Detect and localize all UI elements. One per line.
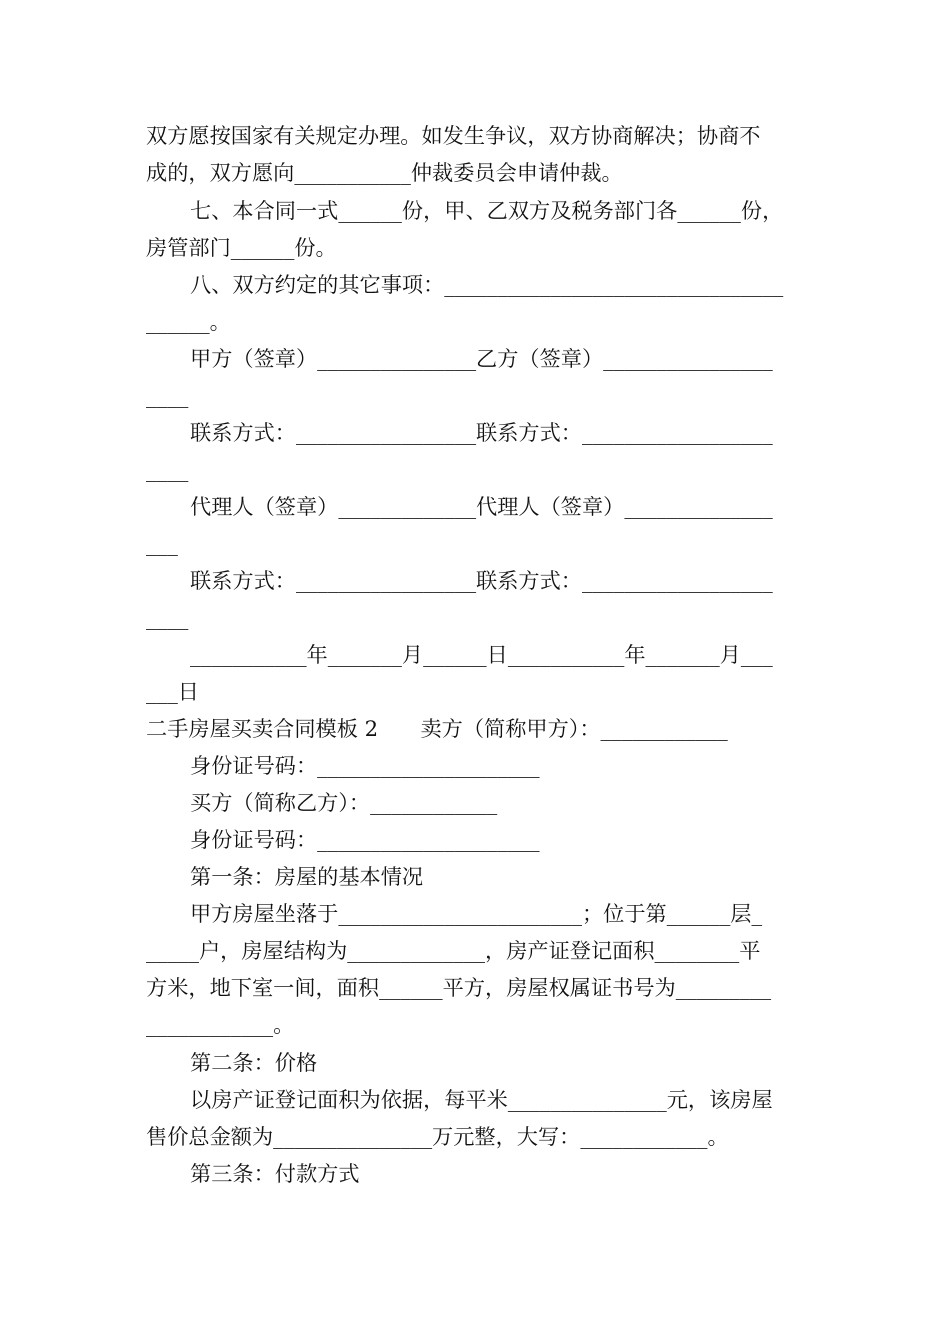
text-line: 七、本合同一式______份，甲、乙双方及税务部门各______份， [190,198,784,223]
text-line: 第一条：房屋的基本情况 [190,864,424,889]
text-line: 成的，双方愿向___________仲裁委员会申请仲裁。 [146,160,623,185]
text-line: 代理人（签章）_____________代理人（签章）______________ [190,494,773,519]
text-line: 联系方式：_________________联系方式：__________________ [190,568,773,593]
text-line: ____________。 [146,1012,295,1037]
text-line: 甲方房屋坐落于_______________________；位于第______层_ [190,901,763,926]
text-line: ______。 [146,309,231,334]
text-line: 买方（简称乙方）：____________ [190,790,498,815]
text-line: 双方愿按国家有关规定办理。如发生争议，双方协商解决；协商不 [146,123,761,148]
text-line: ___ [146,531,178,556]
text-line: ____ [146,383,189,408]
text-line: 第三条：付款方式 [190,1161,360,1186]
text-line: 身份证号码：_____________________ [190,827,540,852]
text-line: 房管部门______份。 [146,235,337,260]
text-line: 身份证号码：_____________________ [190,753,540,778]
text-line: ____ [146,457,189,482]
text-line: ___________年_______月______日___________年_______月___ [190,642,773,667]
text-line: 售价总金额为_______________万元整，大写：____________。 [146,1124,729,1149]
text-line: 方米，地下室一间，面积______平方，房屋权属证书号为_________ [146,975,772,1000]
text-line: 甲方（签章）_______________乙方（签章）________________ [190,346,773,371]
text-line: 八、双方约定的其它事项：________________________________ [190,272,784,297]
text-line: ____ [146,605,189,630]
text-line: 联系方式：_________________联系方式：__________________ [190,420,773,445]
text-line: ___日 [146,679,199,704]
text-line: 二手房屋买卖合同模板 2 卖方（简称甲方）：____________ [146,716,728,741]
text-line: _____户，房屋结构为_____________，房产证登记面积________平 [146,938,761,963]
text-line: 第二条：价格 [190,1050,318,1075]
text-line: 以房产证登记面积为依据，每平米_______________元，该房屋 [190,1087,773,1112]
